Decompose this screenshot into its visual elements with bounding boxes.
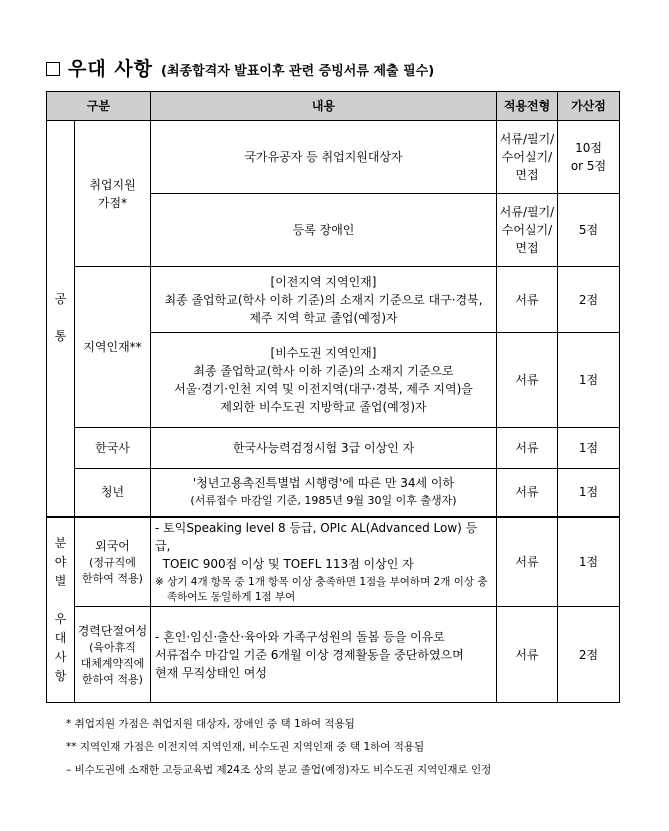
points-text: 2점	[578, 292, 599, 307]
points-cell	[558, 121, 620, 194]
header-points: 가산점	[558, 92, 620, 121]
stage-text: 서류	[515, 373, 539, 387]
points-text: 10점 or 5점	[570, 141, 607, 173]
content-cell	[151, 607, 497, 703]
group-label-char: 분	[54, 535, 67, 550]
stage-cell	[497, 517, 558, 607]
points-cell	[558, 517, 620, 607]
category-regional	[75, 267, 151, 428]
table-row	[47, 469, 620, 517]
table-header-row	[47, 92, 620, 121]
content-text: 최종 졸업학교(학사 이하 기준)의 소재지 기준으로 대구·경북, 제주 지역 학교 졸업(예정)자	[164, 292, 483, 325]
points-cell	[558, 267, 620, 333]
points-text: 1점	[578, 554, 599, 569]
stage-text: 서류	[515, 647, 539, 662]
heading-title: 우대 사항	[68, 58, 154, 80]
content-cell	[151, 267, 497, 333]
group-label-char: 우	[54, 611, 67, 626]
category-label: 청년	[100, 485, 125, 500]
category-note: (육아휴직 대체계약직에 한하여 적용)	[80, 640, 145, 686]
content-note: ※ 상기 4개 항목 중 1개 항목 이상 충족하면 1점을 부여하며 2개 이상 충족하여도 동일하게 1점 부여	[155, 575, 488, 603]
stage-text: 서류/필기/ 수어실기/ 면접	[499, 132, 555, 182]
content-cell	[151, 333, 497, 428]
category-youth	[75, 469, 151, 517]
stage-text: 서류	[515, 441, 539, 455]
content-text: '청년고용촉진특별법 시행령'에 따른 만 34세 이하	[192, 476, 455, 491]
group-common	[47, 121, 75, 517]
group-label-char: 공	[54, 292, 67, 307]
heading-subtitle: (최종합격자 발표이후 관련 증빙서류 제출 필수)	[161, 64, 435, 79]
group-field	[47, 517, 75, 703]
stage-cell	[497, 267, 558, 333]
stage-cell	[497, 194, 558, 267]
content-cell	[151, 121, 497, 194]
group-label-char: 별	[54, 573, 67, 588]
points-cell	[558, 194, 620, 267]
group-label-char	[59, 591, 63, 610]
group-label-char: 항	[54, 668, 67, 683]
group-label-char: 사	[54, 649, 67, 664]
category-label: 경력단절여성	[77, 623, 148, 638]
points-text: 2점	[578, 647, 599, 662]
content-text: 최종 졸업학교(학사 이하 기준)의 소재지 기준으로 서울·경기·인천 지역 및 이전지역(대구·경북, 제주 지역)을 제외한 비수도권 지방학교 졸업(예정)자	[174, 364, 473, 414]
content-cell	[151, 469, 497, 517]
points-cell	[558, 607, 620, 703]
footnote-employ: * 취업지원 가점은 취업지원 대상자, 장애인 중 택 1하여 적용됨	[66, 718, 355, 730]
category-language	[75, 517, 151, 607]
content-text: 등록 장애인	[292, 223, 355, 237]
group-label-char: 통	[54, 329, 67, 344]
category-regional-label: 지역인재**	[83, 340, 142, 354]
category-note: (정규직에 한하여 적용)	[82, 555, 143, 585]
stage-cell	[497, 333, 558, 428]
stage-text: 서류	[515, 292, 539, 307]
category-label: 외국어	[95, 538, 130, 553]
footnote-regional: ** 지역인재 가점은 이전지역 지역인재, 비수도권 지역인재 중 택 1하여 적용됨	[66, 741, 425, 753]
table-row	[47, 267, 620, 333]
content-text: - 혼인·임신·출산·육아와 가족구성원의 돌봄 등을 이유로 서류접수 마감일 기준 6개월 이상 경제활동을 중단하였으며 현재 무직상태인 여성	[155, 629, 464, 680]
benefits-table	[46, 91, 620, 703]
table-row	[47, 121, 620, 194]
table-row	[47, 517, 620, 607]
checkbox-square-icon	[46, 62, 60, 76]
content-text: 한국사능력검정시험 3급 이상인 자	[232, 441, 415, 455]
stage-cell	[497, 121, 558, 194]
category-employ	[75, 121, 151, 267]
header-category: 구분	[47, 92, 151, 121]
stage-cell	[497, 469, 558, 517]
stage-text: 서류	[515, 485, 539, 500]
content-text: - 토익Speaking level 8 등급, OPIc AL(Advanced Low) 등급, TOEIC 900점 이상 및 TOEFL 113점 이상인 자	[155, 520, 478, 571]
stage-text: 서류/필기/ 수어실기/ 면접	[499, 205, 555, 255]
content-text: 국가유공자 등 취업지원대상자	[244, 150, 403, 164]
points-text: 1점	[578, 485, 599, 500]
stage-text: 서류	[515, 554, 539, 569]
category-history	[75, 428, 151, 469]
stage-cell	[497, 607, 558, 703]
group-label-char: 야	[54, 554, 67, 569]
table-row	[47, 428, 620, 469]
points-text: 5점	[578, 223, 599, 237]
points-text: 1점	[578, 373, 599, 387]
stage-cell	[497, 428, 558, 469]
points-cell	[558, 469, 620, 517]
content-note: (서류접수 마감일 기준, 1985년 9월 30일 이후 출생자)	[190, 494, 457, 508]
header-content: 내용	[151, 92, 497, 121]
points-cell	[558, 428, 620, 469]
content-title: [비수도권 지역인재]	[270, 346, 377, 360]
content-cell	[151, 194, 497, 267]
points-text: 1점	[578, 441, 599, 455]
group-label-char: 대	[54, 630, 67, 645]
category-career	[75, 607, 151, 703]
points-cell	[558, 333, 620, 428]
content-title: [이전지역 지역인재]	[270, 274, 377, 289]
footnote-branch: – 비수도권에 소재한 고등교육법 제24조 상의 분교 졸업(예정)자도 비수도권 지역인재로 인정	[66, 764, 492, 776]
section-heading	[46, 54, 434, 80]
content-cell	[151, 517, 497, 607]
category-employ-label: 취업지원 가점*	[89, 177, 136, 210]
category-label: 한국사	[95, 441, 130, 455]
content-cell	[151, 428, 497, 469]
header-stage: 적용전형	[497, 92, 558, 121]
table-row	[47, 607, 620, 703]
